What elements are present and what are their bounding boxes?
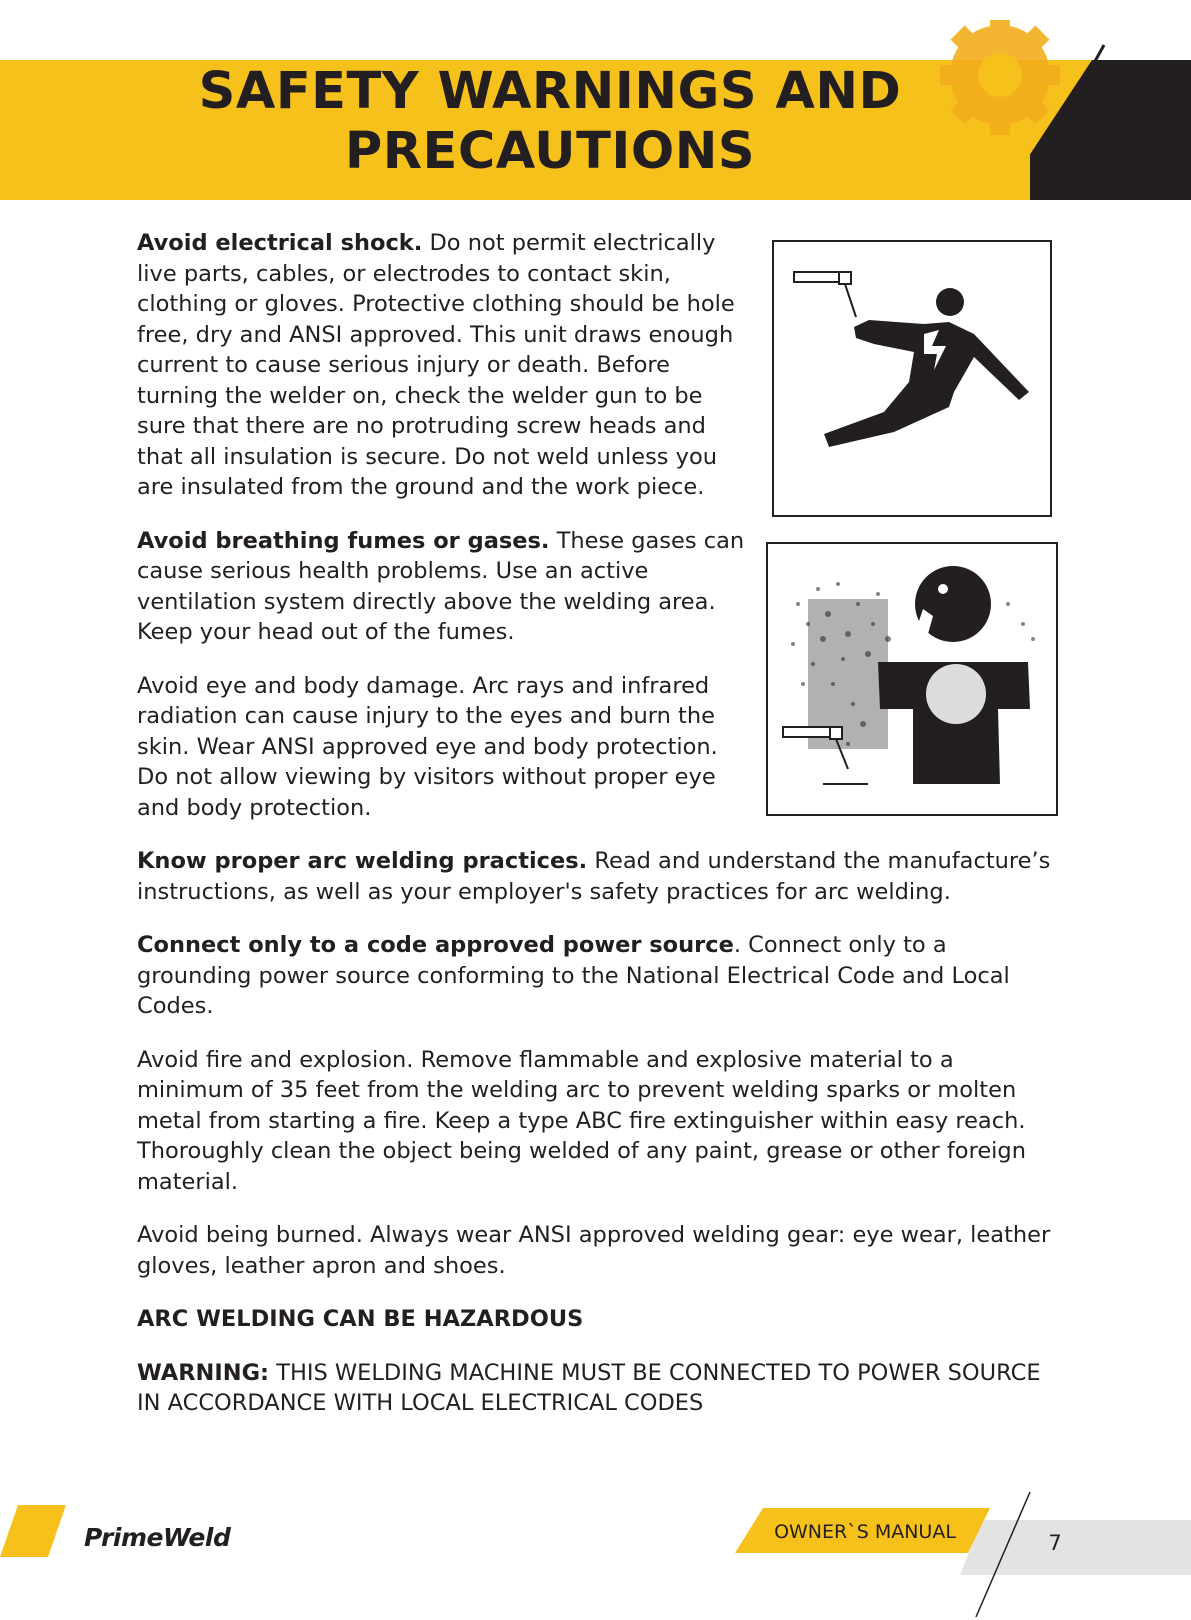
page-title — [150, 62, 950, 182]
brand-name: PrimeWeld — [84, 1523, 231, 1552]
page-title-line1: SAFETY WARNINGS AND — [198, 62, 902, 121]
paragraph-lead: Avoid electrical shock. — [137, 230, 423, 256]
brand-logo — [84, 1523, 230, 1552]
hazard-heading-text: ARC WELDING CAN BE HAZARDOUS — [137, 1306, 584, 1332]
fumes-figure — [766, 542, 1058, 816]
electric-shock-icon — [774, 242, 1050, 515]
paragraph-text: Avoid being burned. Always wear ANSI approved welding gear: eye wear, leather gloves, leather apron and shoes. — [137, 1222, 1051, 1279]
paragraph-lead: Connect only to a code approved power source — [137, 932, 734, 958]
fumes-icon — [768, 544, 1056, 814]
paragraph-eye-damage — [137, 671, 747, 824]
paragraph-burns — [137, 1220, 1057, 1281]
page-number: 7 — [1048, 1531, 1062, 1555]
footer-divider-line — [968, 1492, 1038, 1617]
header-dark-corner — [1030, 40, 1191, 220]
warning-text: THIS WELDING MACHINE MUST BE CONNECTED TO POWER SOURCE IN ACCORDANCE WITH LOCAL ELECTRICAL CODES — [137, 1359, 1041, 1416]
paragraph-lead: Avoid breathing fumes or gases. — [137, 527, 550, 554]
paragraph-arc-practices — [137, 846, 1057, 907]
page-title-line2: PRECAUTIONS — [344, 122, 756, 181]
paragraph-text: Read and understand the manufacture’s instructions, as well as your employer's safety practices for arc welding. — [137, 848, 1051, 905]
paragraph-power-source — [137, 930, 1057, 1022]
paragraph-fire — [137, 1045, 1057, 1198]
paragraph-text: Avoid eye and body damage. Arc rays and infrared radiation can cause injury to the eyes and burn the skin. Wear ANSI approved eye and body protection. Do not allow viewing by visitors without proper eye and body protection. — [137, 672, 718, 821]
paragraph-lead: Know proper arc welding practices. — [137, 848, 588, 874]
paragraph-fumes — [137, 526, 747, 648]
electric-shock-figure — [772, 240, 1052, 517]
manual-label: OWNER`S MANUAL — [774, 1521, 956, 1543]
paragraph-text: Avoid fire and explosion. Remove flammable and explosive material to a minimum of 35 feet from the welding arc to prevent welding sparks or molten metal from starting a fire. Keep a type ABC fire extinguisher within easy reach. Thoroughly clean the object being welded of any paint, grease or other foreign material. — [137, 1046, 1026, 1195]
paragraph-text: These gases can cause serious health problems. Use an active ventilation system directly above the welding area. Keep your head out of the fumes. — [137, 527, 745, 645]
paragraph-text: Do not permit electrically live parts, cables, or electrodes to contact skin, clothing or gloves. Protective clothing should be hole free, dry and ANSI approved. This unit draws enough current to cause serious injury or death. Before turning the welder on, check the welder gun to be sure that there are no protruding screw heads and that all insulation is secure. Do not weld unless you are insulated from the ground and the work piece. — [137, 230, 735, 500]
paragraph-text: . Connect only to a grounding power source conforming to the National Electrical Code and Local Codes. — [137, 932, 1010, 1019]
warning-lead: WARNING: — [137, 1359, 270, 1386]
hazard-heading — [137, 1304, 1057, 1335]
warning-paragraph — [137, 1358, 1057, 1419]
paragraph-electrical-shock — [137, 228, 747, 503]
footer-yellow-slash — [0, 1505, 70, 1565]
